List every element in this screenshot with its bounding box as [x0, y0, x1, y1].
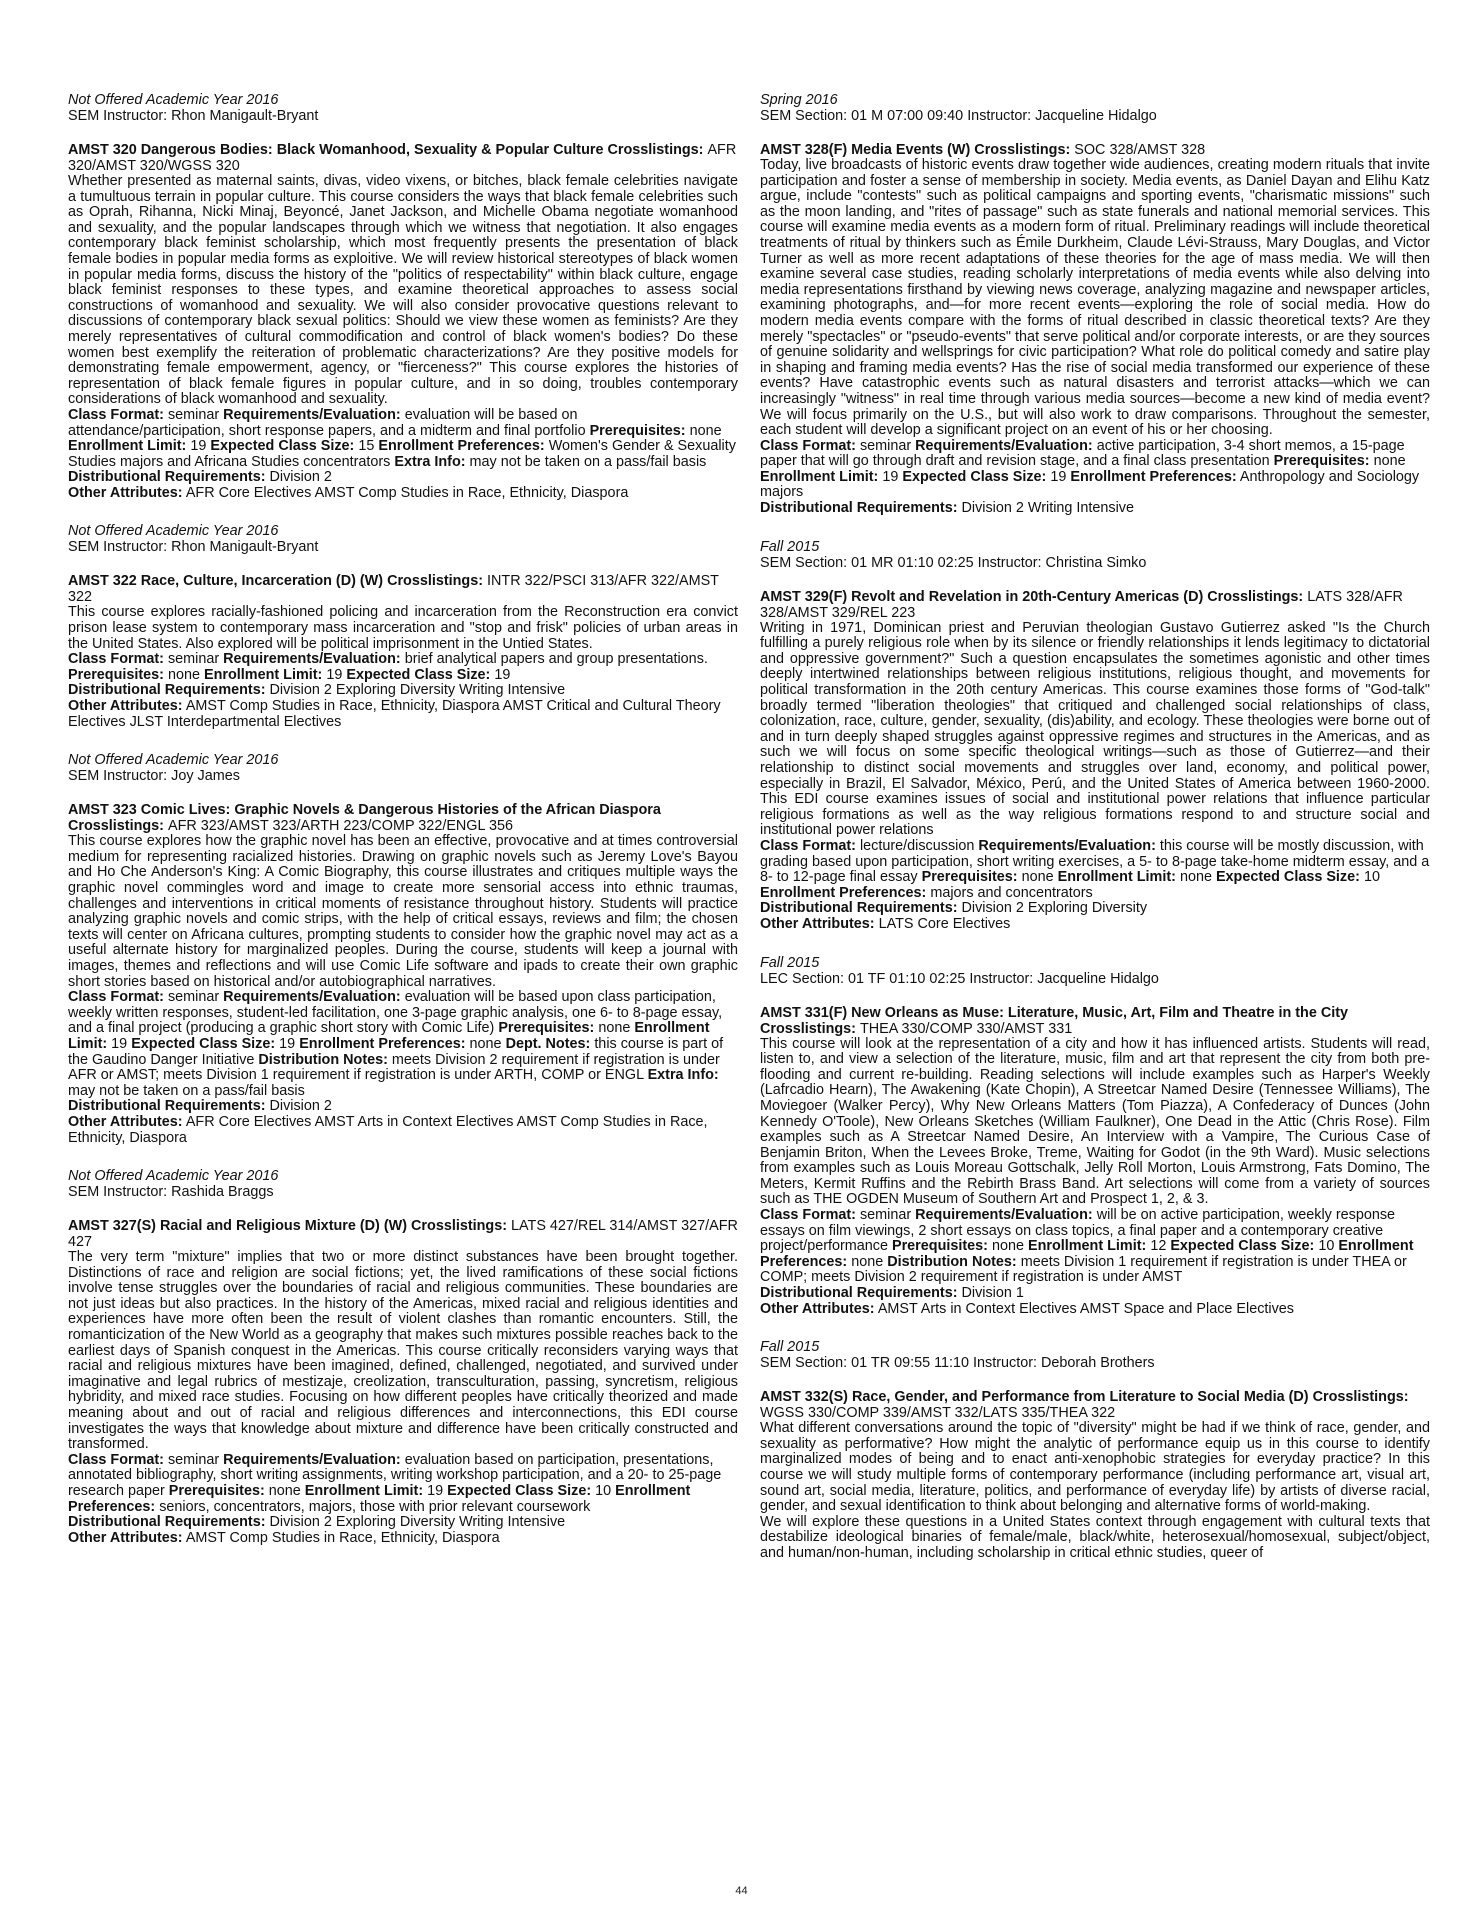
course-details: [68, 990, 738, 1099]
course-description-continued: We will explore these questions in a United States context through engagement with cultural texts that destabilize ideological binaries of female/male, black/white, heterosexual/homosexual, subject/object, and human/non-human, including scholarship in critical ethnic studies, queer of: [760, 1513, 1430, 1561]
crosslistings-label: Crosslistings:: [387, 573, 484, 590]
detail-label: Requirements/Evaluation:: [915, 1207, 1093, 1224]
other-attributes: [760, 917, 1430, 933]
course-title-text: AMST 320 Dangerous Bodies: Black Womanhood, Sexuality & Popular Culture: [68, 142, 604, 158]
course-description: Today, live broadcasts of historic events draw together wide audiences, creating modern rituals that invite participation and foster a sense of membership in society. Media events, as Daniel Dayan and Elihu Katz argue, include "contests" such as political campaigns and sporting events, "charismatic missions" such as the moon landing, and "rites of passage" such as state funerals and national memorial services. This course will examine media events as a modern form of ritual. Preliminary readings will include theoretical treatments of ritual by thinkers such as Émile Durkheim, Claude Lévi-Strauss, Mary Douglas, and Victor Turner as well as more recent adaptations of these theories for the age of mass media. We will then examine several case studies, reading scholarly interpretations of media events while also delving into media representations firsthand by viewing news coverage, analyzing magazine and newspaper articles, examining photographs, and—for more recent events—exploring the role of social media. How do modern media events compare with the forms of ritual described in classic theoretical texts? Are they merely "spectacles" or "pseudo-events" that serve political and/or corporate interests, or are they sources of genuine solidarity and wellsprings for civic participation? What role do political comedy and satire play in shaping and framing media events? Has the rise of social media transformed our experience of these events? Have catastrophic events such as natural disasters and terrorist attacks—which we can increasingly "witness" in real time through various media sources—become a new kind of media event? We will focus primarily on the U.S., but will also work to draw comparisons. Throughout the semester, each student will develop a significant project on an event of his or her choosing.: [760, 157, 1430, 439]
course-details: [68, 408, 738, 470]
detail-label: Requirements/Evaluation:: [223, 989, 401, 1006]
detail-value: Women's Gender & Sexuality Studies majors and Africana Studies concentrators: [68, 438, 736, 470]
section-line: SEM Section: 01 MR 01:10 02:25 Instructor: Christina Simko: [760, 554, 1147, 571]
other-attributes-label: Other Attributes:: [68, 1113, 183, 1130]
distributional-requirements: [760, 901, 1430, 917]
detail-label: Extra Info:: [647, 1067, 719, 1084]
other-attributes-label: Other Attributes:: [68, 698, 183, 715]
section-line: SEM Instructor: Joy James: [68, 768, 240, 785]
course-details: [68, 1453, 738, 1515]
distributional-requirements: [760, 501, 1430, 517]
distributional-label: Distributional Requirements:: [68, 1098, 266, 1115]
detail-value: 15: [358, 438, 375, 455]
distributional-label: Distributional Requirements:: [68, 1514, 266, 1531]
detail-value: none: [1373, 453, 1406, 470]
section-line: SEM Instructor: Rhon Manigault-Bryant: [68, 539, 319, 556]
course-title-text: AMST 327(S) Racial and Religious Mixture (D) (W): [68, 1218, 408, 1235]
section-line: LEC Section: 01 TF 01:10 02:25 Instructor: Jacqueline Hidalgo: [760, 970, 1159, 987]
detail-value: none: [1021, 869, 1054, 886]
other-attributes-label: Other Attributes:: [68, 484, 183, 501]
course-title-text: AMST 322 Race, Culture, Incarceration (D) (W): [68, 573, 384, 590]
course-details: [68, 652, 738, 683]
detail-label: Expected Class Size:: [902, 468, 1047, 485]
other-attributes: [760, 1302, 1430, 1318]
detail-value: 19: [190, 438, 207, 455]
course-entry: [760, 92, 1430, 517]
detail-value: none: [469, 1035, 502, 1052]
detail-label: Class Format:: [68, 651, 164, 668]
detail-label: Class Format:: [68, 406, 164, 423]
section-line: SEM Instructor: Rhon Manigault-Bryant: [68, 108, 319, 124]
detail-value: none: [1179, 869, 1212, 886]
detail-value: brief analytical papers and group presentations.: [404, 651, 708, 668]
left-column: [68, 92, 738, 1568]
detail-label: Enrollment Limit:: [760, 468, 879, 485]
section-line: SEM Section: 01 M 07:00 09:40 Instructor: Jacqueline Hidalgo: [760, 108, 1157, 124]
distributional-label: Distributional Requirements:: [760, 1285, 958, 1302]
detail-label: Enrollment Limit:: [304, 1483, 424, 1499]
crosslistings-value: WGSS 330/COMP 339/AMST 332/LATS 335/THEA 322: [760, 1405, 1116, 1422]
page-number: 44: [735, 1885, 748, 1897]
course-title: [68, 1218, 738, 1250]
crosslistings-label: Crosslistings:: [607, 142, 704, 158]
detail-value: evaluation based on participation, presentations, annotated bibliography, short writing assignments, writing workshop participation, and a 20- to 25-page research paper: [68, 1451, 722, 1499]
other-attributes-value: AFR Core Electives AMST Comp Studies in Race, Ethnicity, Diaspora: [185, 484, 629, 501]
term-line: Not Offered Academic Year 2016: [68, 523, 279, 540]
detail-value: 19: [882, 468, 899, 485]
section-line: SEM Instructor: Rashida Braggs: [68, 1184, 274, 1201]
detail-value: Anthropology and Sociology majors: [760, 468, 1420, 501]
other-attributes: [68, 1531, 738, 1547]
distributional-label: Distributional Requirements:: [760, 900, 958, 917]
detail-value: this course will be mostly discussion, with grading based upon participation, short writing exercises, a 5- to 8-page take-home midterm essay, and a 8- to 12-page final essay: [760, 837, 1430, 886]
detail-label: Expected Class Size:: [210, 438, 355, 455]
crosslistings-label: Crosslistings:: [974, 142, 1071, 158]
detail-value: none: [598, 1020, 631, 1037]
detail-value: seminar: [167, 406, 220, 423]
other-attributes: [68, 1115, 738, 1146]
course-entry: [68, 92, 738, 501]
detail-value: seminar: [167, 651, 220, 668]
detail-label: Prerequisites:: [498, 1020, 595, 1037]
other-attributes-value: AMST Comp Studies in Race, Ethnicity, Diaspora AMST Critical and Cultural Theory Electives JLST Interdepartmental Electives: [68, 698, 721, 730]
detail-label: Prerequisites:: [589, 422, 686, 439]
crosslistings-value: LATS 328/AFR 328/AMST 329/REL 223: [760, 588, 1403, 621]
detail-value: 19: [427, 1483, 444, 1499]
other-attributes: [68, 486, 738, 502]
term-line: Not Offered Academic Year 2016: [68, 92, 279, 108]
term-line: Spring 2016: [760, 92, 838, 108]
detail-value: 19: [111, 1035, 128, 1052]
other-attributes: [68, 699, 738, 730]
course-title-text: AMST 331(F) New Orleans as Muse: Literature, Music, Art, Film and Theatre in the City: [760, 1004, 1349, 1021]
detail-label: Expected Class Size:: [131, 1035, 276, 1052]
distributional-value: Division 2: [269, 469, 332, 486]
other-attributes-label: Other Attributes:: [760, 915, 875, 932]
detail-label: Prerequisites:: [68, 666, 164, 683]
distributional-value: Division 2: [269, 1098, 332, 1115]
distributional-label: Distributional Requirements:: [760, 500, 958, 517]
crosslistings-value: LATS 427/REL 314/AMST 327/AFR 427: [68, 1218, 738, 1251]
detail-label: Enrollment Preferences:: [299, 1035, 466, 1052]
detail-label: Dept. Notes:: [505, 1035, 591, 1052]
detail-value: majors and concentrators: [930, 884, 1093, 901]
crosslistings-value: SOC 328/AMST 328: [1074, 142, 1206, 158]
detail-value: will be on active participation, weekly response essays on film viewings, 2 short essays on class topics, a final paper and a contemporary creative project/performance: [760, 1207, 1396, 1255]
crosslistings-label: Crosslistings:: [1207, 588, 1304, 605]
course-title: [68, 802, 738, 834]
detail-value: seminar: [859, 1207, 912, 1224]
course-details: [760, 1208, 1430, 1286]
detail-label: Requirements/Evaluation:: [978, 837, 1156, 854]
detail-value: may not be taken on a pass/fail basis: [469, 453, 707, 470]
section-line: SEM Section: 01 TR 09:55 11:10 Instructor: Deborah Brothers: [760, 1355, 1155, 1372]
course-details: [760, 439, 1430, 501]
course-entry: [760, 955, 1430, 1318]
other-attributes-label: Other Attributes:: [68, 1529, 183, 1546]
course-description: What different conversations around the topic of "diversity" might be had if we think of race, gender, and sexuality as performative? How might the analytic of performance equip us in this course to identify marginalized modes of being and to enact anti-xenophobic strategies for everyday practice? In this course we will study multiple forms of contemporary performance (including performance art, visual art, sound art, social media, literature, politics, and performance of everyday life) by artists of diverse racial, gender, and sexual identification to think about belonging and alternative forms of world-making.: [760, 1420, 1430, 1515]
course-title-text: AMST 328(F) Media Events (W): [760, 142, 971, 158]
detail-label: Prerequisites:: [168, 1483, 265, 1499]
detail-value: 10: [1363, 869, 1380, 886]
course-description: This course will look at the representation of a city and how it has influenced artists. Students will read, listen to, and view a selection of the literature, music, film and art that represent the city from both pre-flooding and current re-building. Reading selections will include examples such as Harper's Weekly (Lafrcadio Hearn), The Awakening (Kate Chopin), A Streetcar Named Desire (Tennessee Williams), The Moviegoer (Walker Percy), Why New Orleans Matters (Tom Piazza), A Confederacy of Dunces (John Kennedy O'Toole), New Orleans Sketches (William Faulkner), One Dead in the Attic (Chris Rose). Film examples such as A Streetcar Named Desire, An Interview with a Vampire, The Curious Case of Benjamin Briton, When the Levees Broke, Treme, Waiting for Godot (in the 9th Ward). Music selections from examples such as Louis Moreau Gottschalk, Jelly Roll Morton, Louis Armstrong, Fats Domino, The Meters, Kermit Ruffins and the Rebirth Brass Band. Art selections will come from a variety of sources such as THE OGDEN Museum of Southern Art and Prospect 1, 2, & 3.: [760, 1035, 1430, 1208]
distributional-value: Division 2 Writing Intensive: [961, 500, 1134, 517]
detail-label: Distribution Notes:: [258, 1051, 388, 1068]
detail-value: none: [167, 666, 200, 683]
detail-label: Class Format:: [760, 837, 856, 854]
detail-label: Distribution Notes:: [887, 1253, 1017, 1270]
detail-label: Class Format:: [760, 437, 856, 454]
other-attributes-value: AMST Comp Studies in Race, Ethnicity, Diaspora: [185, 1529, 500, 1546]
detail-label: Expected Class Size:: [447, 1483, 592, 1499]
detail-value: none: [268, 1483, 301, 1499]
distributional-requirements: [68, 1515, 738, 1531]
course-title: [760, 142, 1430, 158]
detail-label: Prerequisites:: [1273, 453, 1370, 470]
detail-label: Prerequisites:: [891, 1238, 988, 1255]
detail-value: lecture/discussion: [859, 837, 975, 854]
detail-label: Enrollment Limit:: [68, 1020, 710, 1052]
course-title: [760, 589, 1430, 621]
detail-value: none: [689, 422, 722, 439]
distributional-value: Division 2 Exploring Diversity Writing Intensive: [269, 1514, 566, 1531]
course-description: This course explores racially-fashioned policing and incarceration from the Reconstruction era convict prison lease system to contemporary mass incarceration and "stop and frisk" policies of urban areas in the United States. Also explored will be political imprisonment in the Untied States.: [68, 604, 738, 652]
course-entry: [68, 752, 738, 1146]
course-title-text: AMST 329(F) Revolt and Revelation in 20th-Century Americas (D): [760, 588, 1204, 605]
course-description: Whether presented as maternal saints, divas, video vixens, or bitches, black female celebrities navigate a tumultuous terrain in popular culture. This course considers the ways that black female celebrities such as Oprah, Rihanna, Nicki Minaj, Beyoncé, Janet Jackson, and Michelle Obama negotiate womanhood and sexuality, and the popular landscapes through which we witness that negotiation. It also engages contemporary black feminist scholarship, which most frequently presents the presentation of black female bodies in popular media forms as exploitive. We will review historical stereotypes of black women in popular media forms, discuss the history of the "politics of respectability" within black culture, engage black feminist responses to these types, and examine theoretical approaches to assess social constructions of womanhood and sexuality. We will also consider provocative questions relevant to discussions of contemporary black sexual politics: Should we view these women as feminists? Are they merely representatives of cultural commodification and control of black women's bodies? Do these women best exemplify the reiteration of problematic characterizations? Are they positive models for demonstrating female empowerment, agency, or "fierceness?" This course explores the histories of representation of black female figures in popular culture, and in so doing, troubles contemporary considerations of black womanhood and sexuality.: [68, 173, 738, 408]
detail-value: 12: [1150, 1238, 1167, 1255]
course-title-text: AMST 332(S) Race, Gender, and Performance from Literature to Social Media (D): [760, 1389, 1309, 1406]
distributional-value: Division 1: [961, 1285, 1024, 1302]
detail-label: Class Format:: [68, 1451, 164, 1468]
course-entry: [760, 1339, 1430, 1561]
crosslistings-value: THEA 330/COMP 330/AMST 331: [859, 1020, 1073, 1037]
detail-value: 19: [279, 1035, 296, 1052]
course-description: The very term "mixture" implies that two or more distinct substances have been brought together. Distinctions of race and religion are social fictions; yet, the lived ramifications of these social fictions involve tense struggles over the boundaries of racial and religious communities. These boundaries are not just ideas but also practices. In the history of the Americas, mixed racial and religious identities and experiences have more often been the result of violent clashes than romantic encounters. Still, the romanticization of the New World as a geography that makes such mixtures possible reaches back to the earliest days of Spanish conquest in the Americas. This course critically reconsiders varying ways that racial and religious mixtures have been imagined, defined, challenged, negotiated, and survived under imaginative and legal rubrics of mestizaje, creolization, transculturation, passing, syncretism, religious hybridity, and mixed race studies. Focusing on how different peoples have critically theorized and made meaning about and out of racial and religious differences and interconnections, this EDI course investigates the ways that knowledge about mixture and difference have been critically constructed and transformed.: [68, 1249, 738, 1453]
course-title: [760, 1389, 1430, 1421]
detail-label: Enrollment Limit:: [204, 666, 323, 683]
detail-label: Enrollment Limit:: [1027, 1238, 1147, 1255]
crosslistings-label: Crosslistings:: [68, 818, 164, 835]
distributional-requirements: [68, 683, 738, 699]
detail-value: seminar: [859, 437, 912, 454]
detail-label: Requirements/Evaluation:: [915, 437, 1093, 454]
detail-label: Enrollment Preferences:: [68, 1483, 691, 1515]
crosslistings-value: AFR 323/AMST 323/ARTH 223/COMP 322/ENGL 356: [167, 818, 513, 835]
detail-label: Class Format:: [760, 1207, 856, 1224]
term-line: Fall 2015: [760, 1339, 820, 1356]
other-attributes-value: AFR Core Electives AMST Arts in Context Electives AMST Comp Studies in Race, Ethnicity, Diaspora: [68, 1113, 708, 1146]
term-line: Fall 2015: [760, 954, 820, 971]
course-details: [760, 839, 1430, 901]
course-entry: [760, 539, 1430, 933]
other-attributes-value: LATS Core Electives: [878, 915, 1011, 932]
distributional-label: Distributional Requirements:: [68, 682, 266, 699]
detail-label: Extra Info:: [394, 453, 466, 470]
detail-label: Enrollment Preferences:: [1070, 468, 1237, 485]
crosslistings-label: Crosslistings:: [411, 1218, 507, 1235]
distributional-value: Division 2 Exploring Diversity: [961, 900, 1148, 917]
detail-label: Enrollment Preferences:: [760, 1238, 1414, 1270]
course-title-text: AMST 323 Comic Lives: Graphic Novels & Dangerous Histories of the African Diaspora: [68, 802, 661, 819]
distributional-requirements: [760, 1286, 1430, 1302]
course-description: This course explores how the graphic novel has been an effective, provocative and at times controversial medium for representing racialized histories. Drawing on graphic novels such as Jeremy Love's Bayou and Ho Che Anderson's King: A Comic Biography, this course illustrates and critiques multiple ways the graphic novel commingles word and image to create more sensorial access into ethnic traumas, challenges and interventions in critical moments of resistance throughout history. Students will practice analyzing graphic novels and comic strips, with the help of critical essays, reviews and film; the chosen texts will center on Africana cultures, prompting students to consider how the graphic novel may act as a useful alternate history for marginalized peoples. During the course, students will keep a journal with images, themes and reflections and will use Comic Life software and ipads to create their own graphic short stories based on historical and/or autobiographical narratives.: [68, 833, 738, 990]
course-entry: [68, 1168, 738, 1546]
detail-value: seminar: [167, 1451, 220, 1468]
detail-value: 10: [1318, 1238, 1335, 1255]
detail-value: none: [991, 1238, 1024, 1255]
distributional-requirements: [68, 470, 738, 486]
detail-value: seniors, concentrators, majors, those with prior relevant coursework: [159, 1498, 591, 1515]
detail-value: this course is part of the Gaudino Danger Initiative: [68, 1035, 724, 1068]
detail-label: Expected Class Size:: [1170, 1238, 1315, 1255]
other-attributes-label: Other Attributes:: [760, 1300, 875, 1317]
crosslistings-label: Crosslistings:: [760, 1020, 856, 1037]
detail-value: 19: [494, 666, 511, 683]
detail-value: 19: [1050, 468, 1067, 485]
detail-value: meets Division 1 requirement if registration is under THEA or COMP; meets Division 2 requirement if registration is under AMST: [760, 1253, 1407, 1286]
detail-value: none: [851, 1253, 884, 1270]
detail-value: active participation, 3-4 short memos, a 15-page paper that will go through draft and revision stage, and a final class presentation: [760, 437, 1405, 470]
course-description: Writing in 1971, Dominican priest and Peruvian theologian Gustavo Gutierrez asked "Is the Church fulfilling a purely religious role when by its silence or friendly relationships it lends legitimacy to dictatorial and oppressive government?" Such a question encapsulates the sometimes agonistic and other times deeply intertwined relationships between religious institutions, religious thought, and movements for political transformation in the 20th century Americas. This course examines those forms of "God-talk" broadly termed "liberation theologies" that critiqued and challenged social relationships of class, colonization, race, culture, gender, sexuality, (dis)ability, and ecology. These theologies were borne out of and in turn deeply shaped struggles against oppressive regimes and structures in the Americas, and as such we will focus on some specific theological writings—such as those of Gutierrez—and their relationship to distinct social movements and struggles over land, economy, and political power, especially in Brazil, El Salvador, México, Perú, and the United States of America between 1960-2000. This EDI course examines issues of social and institutional power relations that influence particular religious formations as well as the way religious formations respond to and structure social and institutional power relations: [760, 619, 1430, 839]
crosslistings-value: INTR 322/PSCI 313/AFR 322/AMST 322: [68, 573, 719, 606]
course-title: [68, 573, 738, 605]
detail-label: Enrollment Preferences:: [760, 884, 927, 901]
detail-label: Enrollment Limit:: [68, 438, 187, 455]
detail-label: Prerequisites:: [921, 869, 1018, 886]
term-line: Fall 2015: [760, 538, 820, 555]
detail-value: may not be taken on a pass/fail basis: [68, 1082, 305, 1099]
detail-value: seminar: [167, 989, 220, 1006]
course-entry: [68, 523, 738, 730]
course-title: [760, 1005, 1430, 1037]
detail-value: evaluation will be based upon class participation, weekly written responses, student-led facilitation, one 3-page graphic analysis, one 6- to 8-page essay, and a final project (producing a graphic short story with Comic Life): [68, 989, 723, 1037]
detail-value: 19: [326, 666, 343, 683]
detail-label: Requirements/Evaluation:: [223, 651, 401, 668]
right-column: [760, 92, 1430, 1584]
term-line: Not Offered Academic Year 2016: [68, 752, 279, 769]
course-title: [68, 142, 738, 174]
distributional-value: Division 2 Exploring Diversity Writing Intensive: [269, 682, 566, 699]
detail-label: Class Format:: [68, 989, 164, 1006]
detail-label: Requirements/Evaluation:: [223, 1451, 401, 1468]
detail-value: 10: [595, 1483, 612, 1499]
term-line: Not Offered Academic Year 2016: [68, 1168, 279, 1185]
detail-label: Requirements/Evaluation:: [223, 406, 401, 423]
distributional-requirements: [68, 1099, 738, 1115]
detail-label: Enrollment Limit:: [1057, 869, 1176, 886]
distributional-label: Distributional Requirements:: [68, 469, 266, 486]
detail-label: Enrollment Preferences:: [378, 438, 545, 455]
crosslistings-value: AFR 320/AMST 320/WGSS 320: [68, 142, 737, 174]
crosslistings-label: Crosslistings:: [1312, 1389, 1409, 1406]
detail-label: Expected Class Size:: [1215, 869, 1360, 886]
detail-value: evaluation will be based on attendance/participation, short response papers, and a midterm and final portfolio: [68, 406, 586, 439]
detail-label: Expected Class Size:: [346, 666, 491, 683]
detail-value: meets Division 2 requirement if registration is under AFR or AMST; meets Division 1 requirement if registration is under ARTH, COMP or ENGL: [68, 1051, 720, 1084]
other-attributes-value: AMST Arts in Context Electives AMST Space and Place Electives: [877, 1300, 1294, 1317]
